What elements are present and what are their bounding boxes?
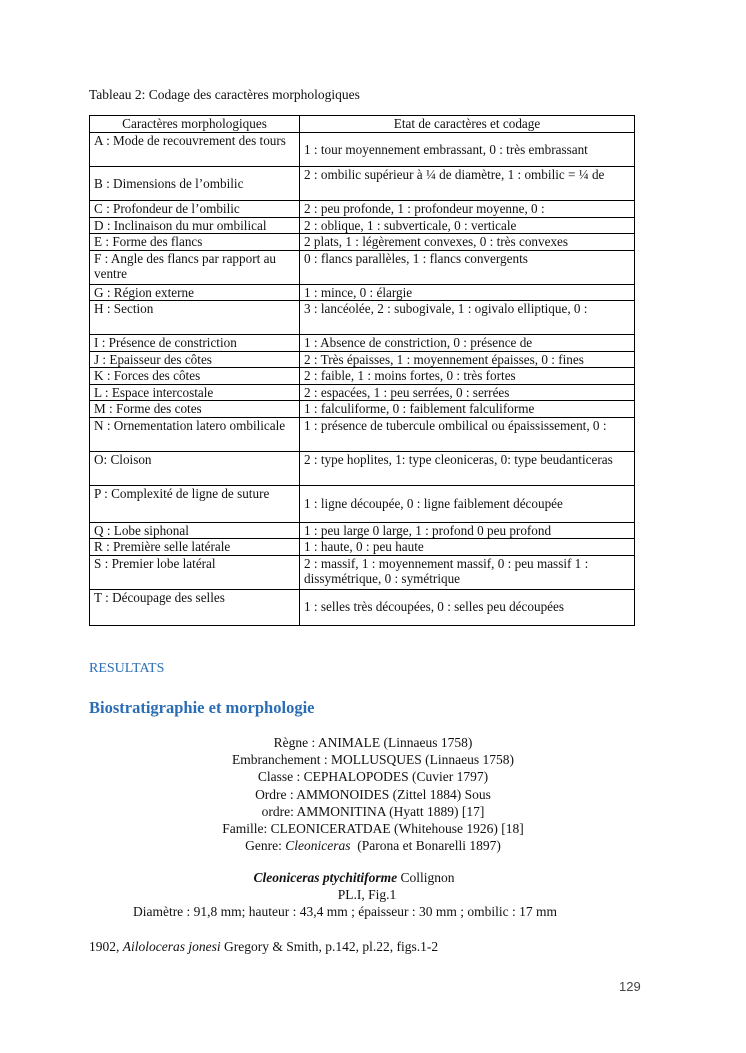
character-cell: Q : Lobe siphonal: [90, 522, 300, 539]
genus-name: Cleoniceras: [285, 838, 351, 854]
species-plate: PL.I, Fig.1: [337, 887, 397, 903]
taxonomy-line-genus: [0, 837, 746, 854]
table-row: [90, 539, 635, 556]
taxonomy-line-phylum: Embranchement : MOLLUSQUES (Linnaeus 1758): [232, 752, 514, 768]
character-cell: H : Section: [90, 301, 300, 335]
species-block: [0, 869, 746, 921]
state-cell: 0 : flancs parallèles, 1 : flancs convergents: [300, 250, 635, 284]
character-cell: I : Présence de constriction: [90, 335, 300, 352]
state-cell: 1 : présence de tubercule ombilical ou épaississement, 0 :: [300, 417, 635, 451]
state-cell: 1 : peu large 0 large, 1 : profond 0 peu profond: [300, 522, 635, 539]
page-number: 129: [619, 979, 641, 994]
character-cell: N : Ornementation latero ombilicale: [90, 417, 300, 451]
state-cell: 2 : peu profonde, 1 : profondeur moyenne, 0 :: [300, 201, 635, 218]
synonym-reference: Gregory & Smith, p.142, pl.22, figs.1-2: [220, 939, 439, 954]
taxonomy-line-suborder: ordre: AMMONITINA (Hyatt 1889) [17]: [261, 803, 485, 819]
table-row: [90, 555, 635, 589]
table-row: [90, 401, 635, 418]
character-cell: C : Profondeur de l’ombilic: [90, 201, 300, 218]
table-row: [90, 133, 635, 167]
state-cell: 2 : faible, 1 : moins fortes, 0 : très fortes: [300, 368, 635, 385]
state-cell: 1 : falculiforme, 0 : faiblement falculiforme: [300, 401, 635, 418]
taxonomy-line-family: Famille: CLEONICERATDAE (Whitehouse 1926) [18]: [222, 821, 524, 837]
state-cell: 1 : selles très découpées, 0 : selles peu découpées: [300, 589, 635, 625]
table-row: [90, 351, 635, 368]
table-row: [90, 234, 635, 251]
taxonomy-block: [0, 734, 746, 854]
character-cell: D : Inclinaison du mur ombilical: [90, 217, 300, 234]
character-cell: E : Forme des flancs: [90, 234, 300, 251]
genus-prefix: Genre:: [245, 838, 286, 854]
state-cell: 2 : espacées, 1 : peu serrées, 0 : serrées: [300, 384, 635, 401]
table-row: [90, 368, 635, 385]
character-cell: M : Forme des cotes: [90, 401, 300, 418]
character-cell: G : Région externe: [90, 284, 300, 301]
taxonomy-line-order: Ordre : AMMONOIDES (Zittel 1884) Sous: [255, 786, 491, 802]
table-row: [90, 250, 635, 284]
character-cell: O: Cloison: [90, 451, 300, 485]
species-heading: [0, 869, 746, 886]
table-row: [90, 167, 635, 201]
state-cell: 2 plats, 1 : légèrement convexes, 0 : très convexes: [300, 234, 635, 251]
state-cell: 2 : ombilic supérieur à ¼ de diamètre, 1 : ombilic = ¼ de: [300, 167, 635, 201]
table-row: [90, 301, 635, 335]
state-cell: 3 : lancéolée, 2 : subogivale, 1 : ogivalo elliptique, 0 :: [300, 301, 635, 335]
state-cell: 1 : Absence de constriction, 0 : présence de: [300, 335, 635, 352]
state-cell: 2 : Très épaisses, 1 : moyennement épaisses, 0 : fines: [300, 351, 635, 368]
state-cell: 1 : tour moyennement embrassant, 0 : très embrassant: [300, 133, 635, 167]
state-cell: 1 : haute, 0 : peu haute: [300, 539, 635, 556]
table-caption: Tableau 2: Codage des caractères morphologiques: [89, 87, 360, 102]
table-row: [90, 384, 635, 401]
synonym-year: 1902,: [89, 939, 123, 954]
character-cell: R : Première selle latérale: [90, 539, 300, 556]
section-title: Biostratigraphie et morphologie: [89, 698, 315, 717]
character-cell: B : Dimensions de l’ombilic: [90, 167, 300, 201]
header-characters: Caractères morphologiques: [90, 116, 300, 133]
state-cell: 1 : mince, 0 : élargie: [300, 284, 635, 301]
table-row: [90, 485, 635, 522]
character-cell: L : Espace intercostale: [90, 384, 300, 401]
synonym-name: Ailoloceras jonesi: [122, 939, 221, 954]
table-row: [90, 284, 635, 301]
header-states: Etat de caractères et codage: [300, 116, 635, 133]
table-row: [90, 217, 635, 234]
state-cell: 2 : oblique, 1 : subverticale, 0 : verticale: [300, 217, 635, 234]
morphology-table: [89, 115, 635, 626]
character-cell: K : Forces des côtes: [90, 368, 300, 385]
table-row: [90, 451, 635, 485]
genus-author: (Parona et Bonarelli 1897): [350, 838, 501, 854]
table-row: [90, 335, 635, 352]
character-cell: F : Angle des flancs par rapport au ventre: [90, 250, 300, 284]
character-cell: J : Epaisseur des côtes: [90, 351, 300, 368]
species-author: Collignon: [397, 870, 455, 885]
synonym-line: [89, 939, 438, 955]
species-name: Cleoniceras ptychitiforme: [253, 870, 398, 885]
state-cell: 1 : ligne découpée, 0 : ligne faiblement découpée: [300, 485, 635, 522]
state-cell: 2 : type hoplites, 1: type cleoniceras, 0: type beudanticeras: [300, 451, 635, 485]
table-row: [90, 589, 635, 625]
species-dimensions: Diamètre : 91,8 mm; hauteur : 43,4 mm ; épaisseur : 30 mm ; ombilic : 17 mm: [132, 904, 558, 920]
character-cell: P : Complexité de ligne de suture: [90, 485, 300, 522]
character-cell: S : Premier lobe latéral: [90, 555, 300, 589]
table-row: [90, 522, 635, 539]
table-row: [90, 417, 635, 451]
state-cell: 2 : massif, 1 : moyennement massif, 0 : peu massif 1 : dissymétrique, 0 : symétrique: [300, 555, 635, 589]
table-row: [90, 201, 635, 218]
taxonomy-line-kingdom: Règne : ANIMALE (Linnaeus 1758): [273, 735, 473, 750]
character-cell: A : Mode de recouvrement des tours: [90, 133, 300, 167]
taxonomy-line-class: Classe : CEPHALOPODES (Cuvier 1797): [257, 769, 489, 785]
table-header-row: [90, 116, 635, 133]
results-heading: RESULTATS: [89, 661, 165, 676]
character-cell: T : Découpage des selles: [90, 589, 300, 625]
